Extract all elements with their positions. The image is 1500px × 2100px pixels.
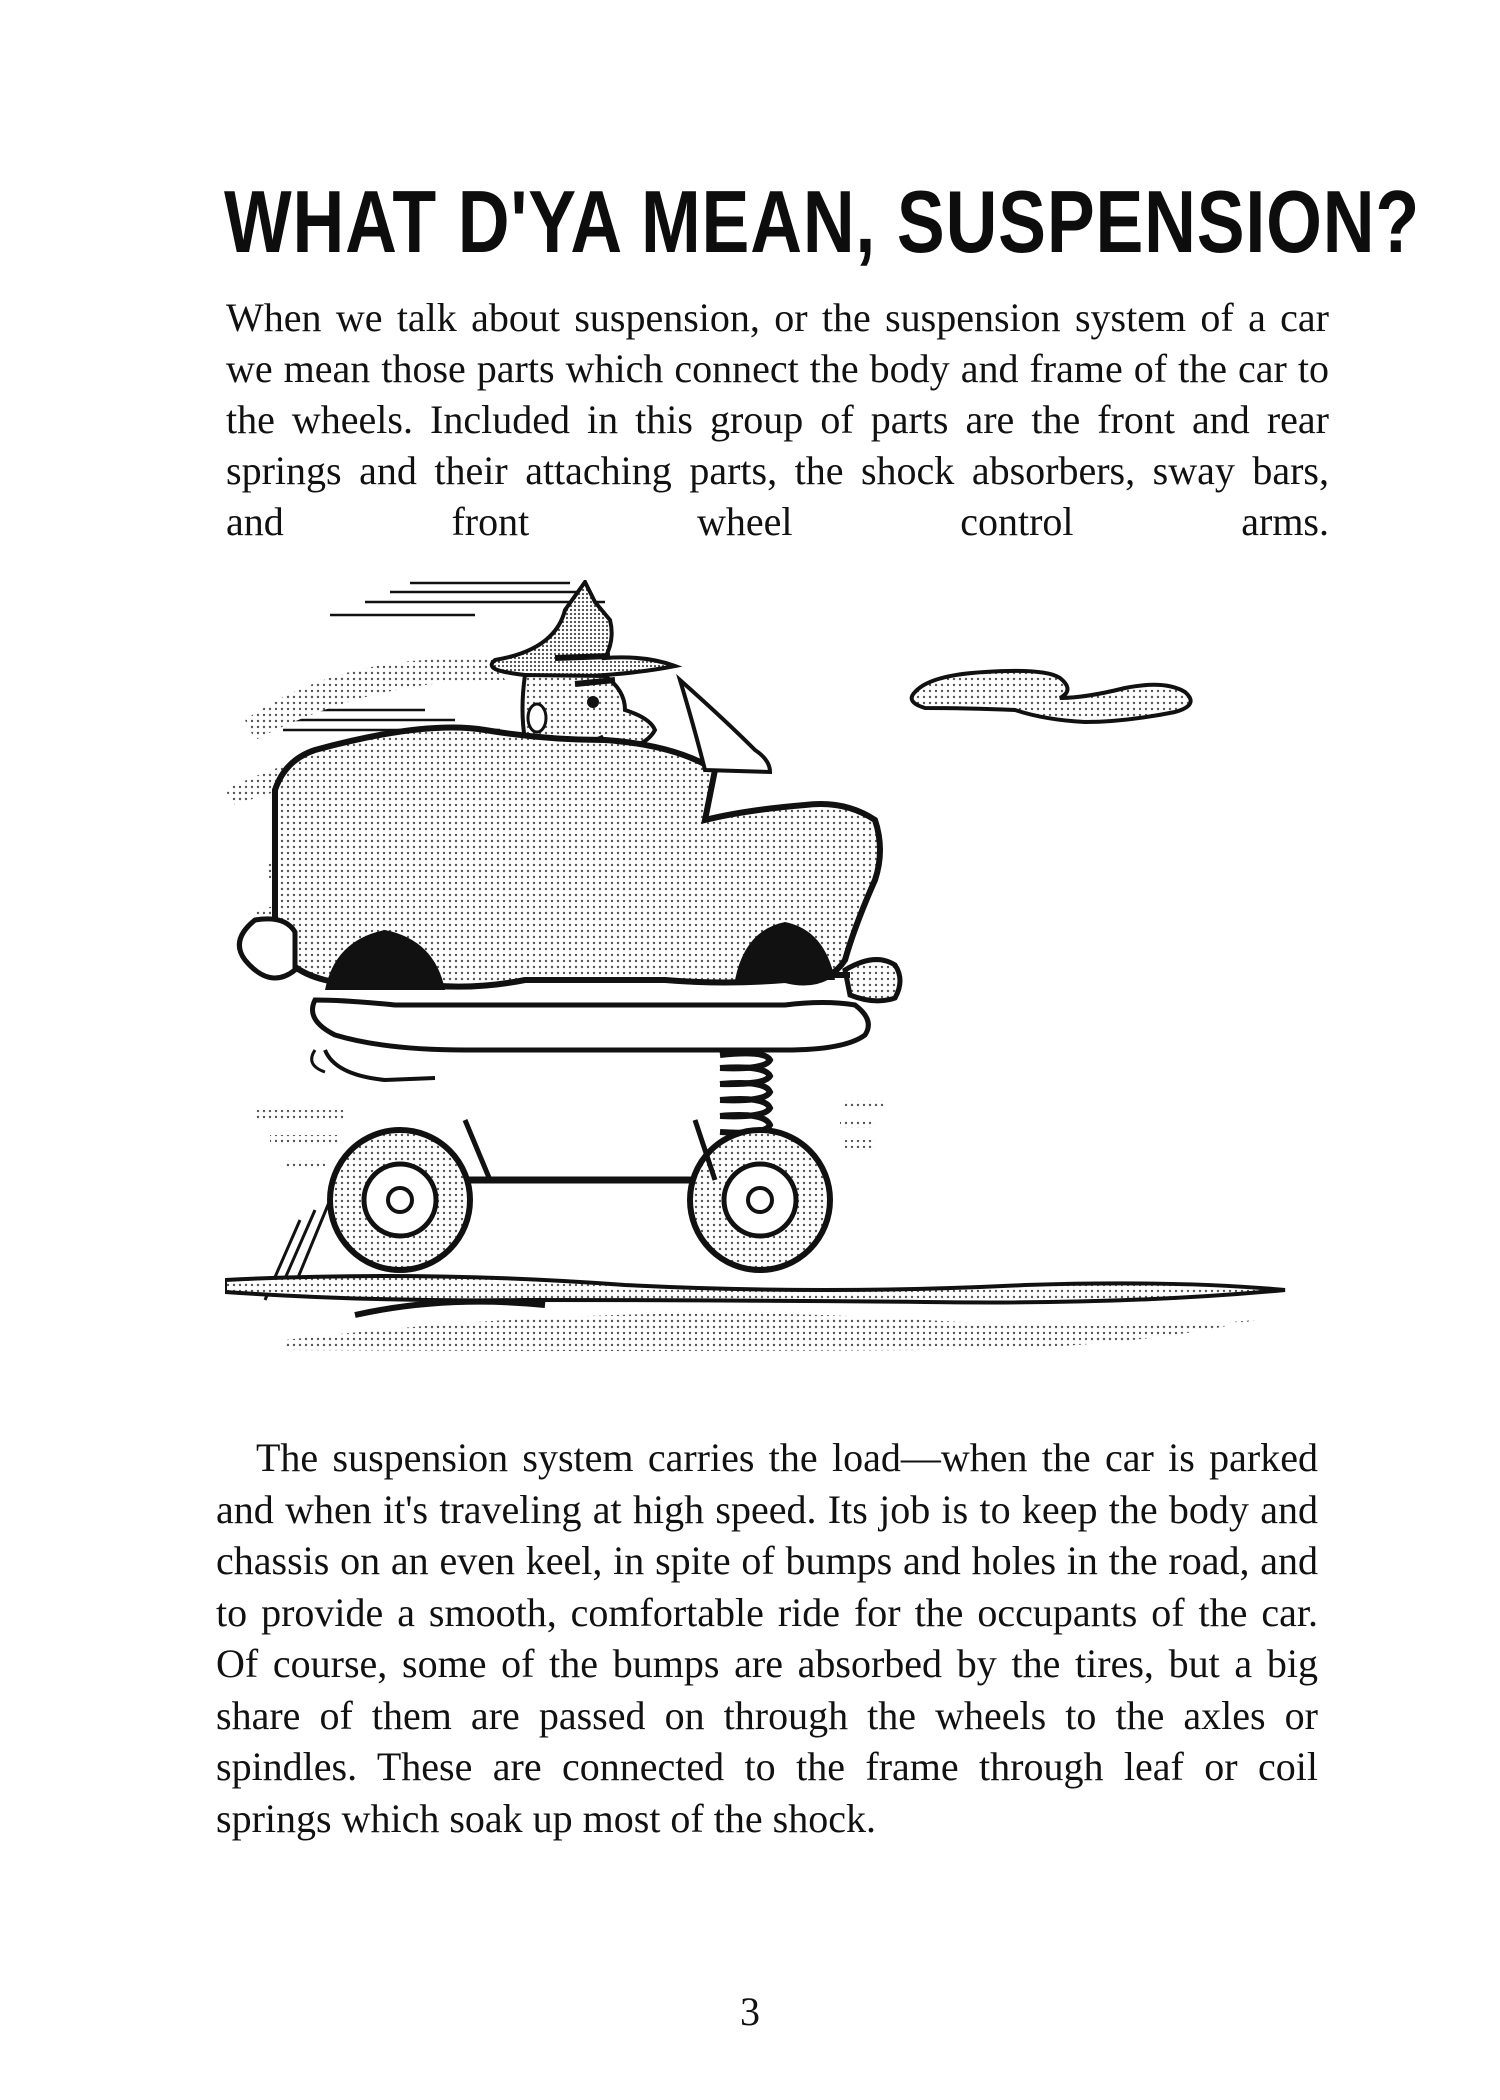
rear-wheel bbox=[330, 1130, 470, 1270]
chassis-frame bbox=[313, 1000, 869, 1050]
front-bumper bbox=[845, 960, 900, 1001]
cartoon-car-suspension-illustration bbox=[225, 580, 1335, 1400]
coil-spring bbox=[720, 1053, 770, 1132]
road bbox=[225, 1276, 1285, 1303]
rear-bumper bbox=[239, 919, 295, 978]
hat bbox=[492, 582, 675, 677]
page-number: 3 bbox=[740, 1989, 760, 2034]
exhaust-cloud bbox=[912, 671, 1191, 722]
front-wheel bbox=[690, 1130, 830, 1270]
page-title: WHAT D'YA MEAN, SUSPENSION? bbox=[224, 172, 1420, 271]
intro-paragraph: When we talk about suspension, or the suspension system of a car we mean those parts which connect the body and frame of the car to the wheels. Included in this group of parts are the front and rear springs and their attaching parts, the shock absorbers, sway bars, and front wheel control arms. bbox=[226, 295, 1329, 544]
body-paragraph: The suspension system carries the load—when the car is parked and when it's traveling at high speed. Its job is to keep the body and chassis on an even keel, in spite of bumps and holes in the road, and to provide a smooth, comfortable ride for the occupants of the car. Of course, some of the bumps are absorbed by the tires, but a big share of them are passed on through the wheels to the axles or spindles. These are connected to the frame through leaf or coil springs which soak up most of the shock. bbox=[216, 1435, 1318, 1841]
